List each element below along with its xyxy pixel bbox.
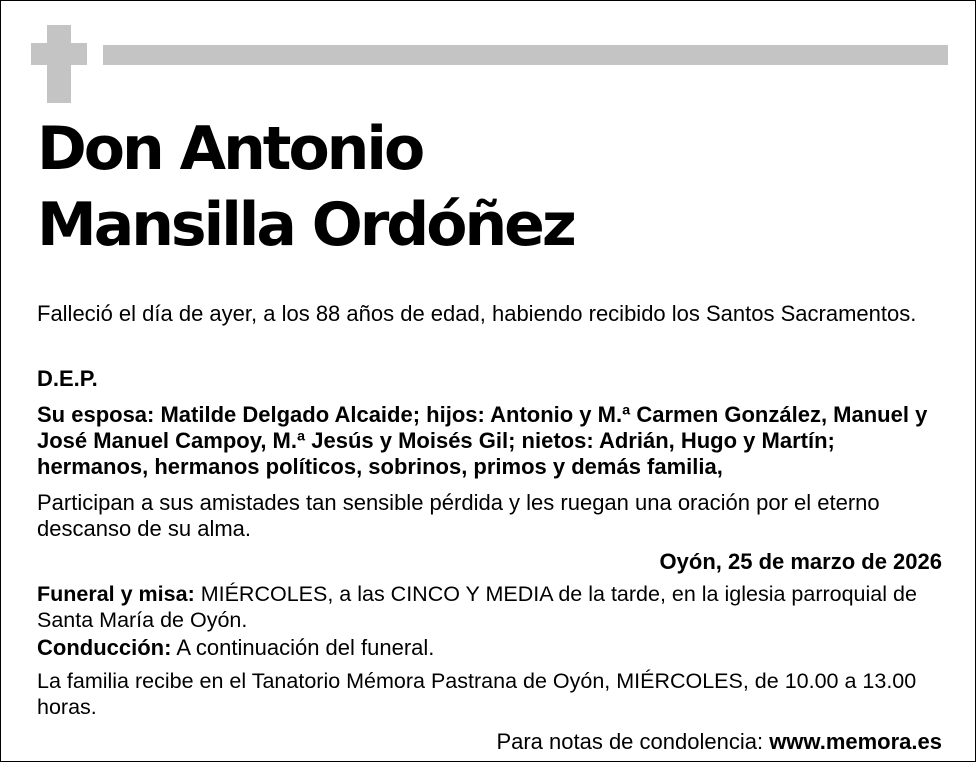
funeral-info <box>37 581 942 633</box>
name-line-1: Don Antonio <box>37 114 423 184</box>
place-date: Oyón, 25 de marzo de 2026 <box>659 549 942 574</box>
condolence-note <box>37 729 942 755</box>
funeral-label: Funeral y misa: <box>37 582 195 606</box>
cross-horizontal-bar <box>31 43 87 65</box>
wake-info: La familia recibe en el Tanatorio Mémora Pastrana de Oyón, MIÉRCOLES, de 10.00 a 13.00 horas. <box>37 669 917 719</box>
name-line-2: Mansilla Ordóñez <box>37 190 574 260</box>
announcement: Participan a sus amistades tan sensible pérdida y les ruegan una oración por el eterno descanso de su alma. <box>37 490 880 541</box>
condolence-link[interactable]: www.memora.es <box>769 729 942 754</box>
conduction-text: A continuación del funeral. <box>171 635 435 660</box>
deceased-name <box>37 111 574 263</box>
death-notice: Falleció el día de ayer, a los 88 años de edad, habiendo recibido los Santos Sacramentos. <box>37 301 917 326</box>
header-rule <box>103 45 948 65</box>
conduction-info <box>37 635 942 661</box>
funeral-text: MIÉRCOLES, a las CINCO Y MEDIA de la tarde, en la iglesia parroquial de Santa María de Oyón. <box>37 582 917 632</box>
rest-in-peace: D.E.P. <box>37 366 98 391</box>
condolence-text: Para notas de condolencia: <box>496 729 770 754</box>
conduction-label: Conducción: <box>37 635 172 660</box>
family-list: Su esposa: Matilde Delgado Alcaide; hijos: Antonio y M.ª Carmen González, Manuel y José Manuel Campoy, M.ª Jesús y Moisés Gil; nietos: Adrián, Hugo y Martín; hermanos, hermanos políticos, sobrinos, primos y demás familia, <box>37 402 928 479</box>
